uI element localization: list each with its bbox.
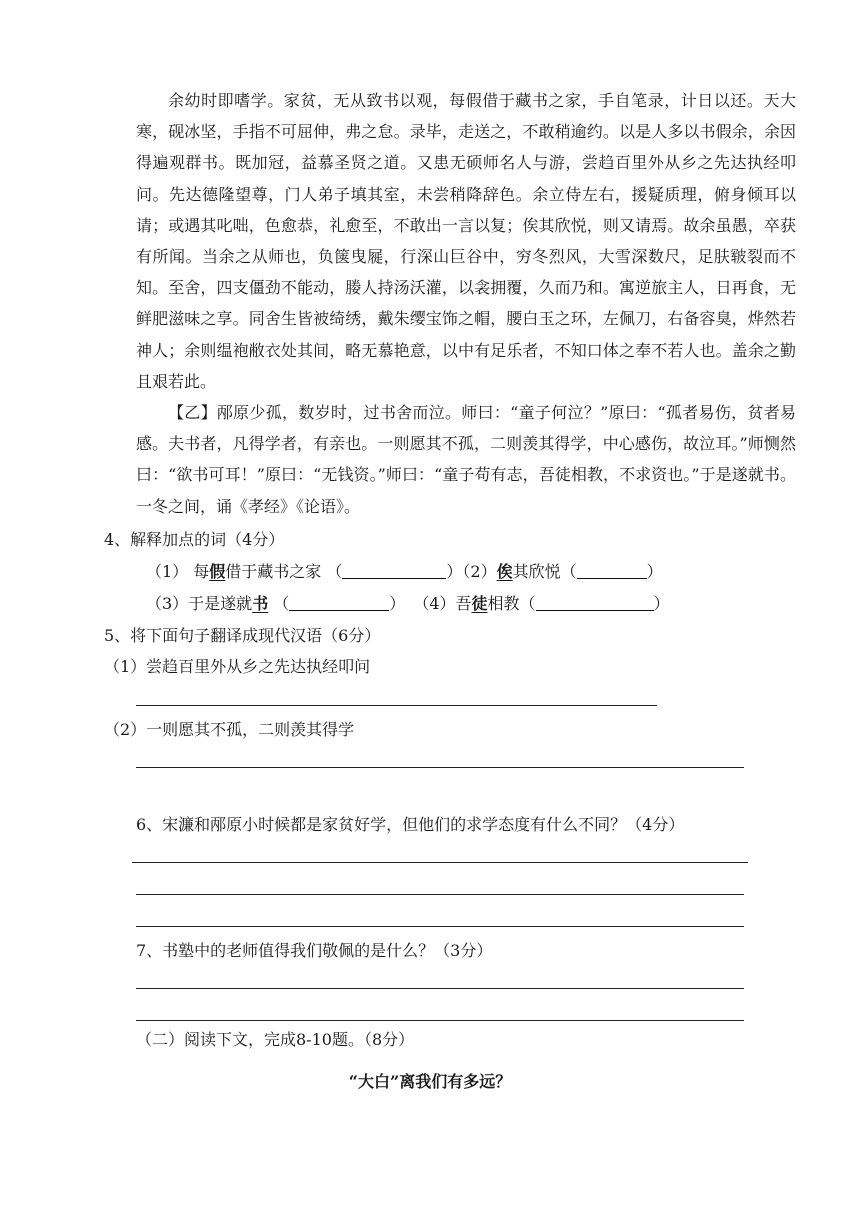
- q4-item-4-prefix: （4）吾: [421, 594, 472, 613]
- passage-yi: 【乙】邴原少孤，数岁时，过书舍而泣。师曰：“童子何泣？”原曰：“孤者易伤，贫者易感。夫书者，凡得学者，有亲也。一则愿其不孤，二则羡其得学，中心感伤，故泣耳。”师恻然曰：“欲书可耳！”原曰：“无钱资。”师曰：“童子苟有志，吾徒相教，不求资也。”于是遂就书。一冬之间，诵《孝经》《论语》。: [136, 403, 796, 516]
- q5-2-answer-line[interactable]: [136, 767, 744, 768]
- passage-jia: 余幼时即嗜学。家贫，无从致书以观，每假借于藏书之家，手自笔录，计日以还。天大寒，砚冰坚，手指不可屈伸，弗之怠。录毕，走送之，不敢稍逾约。以是人多以书假余，余因得遍观群书。既加冠，益慕圣贤之道。又患无硕师名人与游，尝趋百里外从乡之先达执经叩问。先达德隆望尊，门人弟子填其室，未尝稍降辞色。余立侍左右，援疑质理，俯身倾耳以请；或遇其叱咄，色愈恭，礼愈至，不敢出一言以复；俟其欣悦，则又请焉。故余虽愚，卒获有所闻。当余之从师也，负箧曳屣，行深山巨谷中，穷冬烈风，大雪深数尺，足肤皲裂而不知。至舍，四支僵劲不能动，媵人持汤沃灌，以衾拥覆，久而乃和。寓逆旅主人，日再食，无鲜肥滋味之享。同舍生皆被绮绣，戴朱缨宝饰之帽，腰白玉之环，左佩刀，右备容臭，烨然若神人；余则缊袍敝衣处其间，略无慕艳意，以中有足乐者，不知口体之奉不若人也。盖余之勤且艰若此。: [136, 91, 796, 391]
- question-4-stem: 4、解释加点的词（4分）: [104, 530, 285, 549]
- section-2-heading: （二）阅读下文，完成8-10题。（8分）: [136, 1030, 415, 1049]
- question-5-sentence-2: （2）一则愿其不孤，二则羡其得学: [104, 720, 355, 739]
- question-5-sentence-1: （1）尝趋百里外从乡之先达执经叩问: [104, 657, 371, 676]
- q4-item-2-dotted-word: 俟: [496, 562, 513, 581]
- q4-item-2-close: ）: [646, 562, 663, 581]
- q7-answer-line-2[interactable]: [136, 1020, 744, 1021]
- q4-item-2-answer-blank[interactable]: [577, 562, 647, 579]
- q4-item-3-close: ）: [389, 594, 406, 613]
- q4-item-4-dotted-word: 徒: [471, 594, 488, 613]
- q4-item-3-text: （: [268, 594, 290, 613]
- q6-answer-line-1[interactable]: [132, 862, 748, 863]
- question-6: 6、宋濂和邴原小时候都是家贫好学，但他们的求学态度有什么不同？（4分）: [136, 815, 685, 834]
- q4-item-4-answer-blank[interactable]: [536, 594, 654, 611]
- q4-item-1-text: 借于藏书之家 （: [225, 562, 343, 581]
- q4-item-3-prefix: （3）于是遂就: [146, 594, 253, 613]
- q4-item-1-close: ）: [446, 562, 463, 581]
- q4-item-3-answer-blank[interactable]: [289, 594, 389, 611]
- q4-item-4-text: 相教（: [487, 594, 536, 613]
- q4-item-1-dotted-word: 假: [209, 562, 226, 581]
- q4-item-1-prefix: （1） 每: [146, 562, 210, 581]
- question-5-stem: 5、将下面句子翻译成现代汉语（6分）: [104, 626, 381, 645]
- q4-item-4-close: ）: [653, 594, 670, 613]
- q4-item-2-prefix: （2）: [462, 562, 497, 581]
- q6-answer-line-3[interactable]: [136, 926, 744, 927]
- question-4-row-2: [146, 594, 670, 614]
- question-7: 7、书塾中的老师值得我们敬佩的是什么？（3分）: [136, 941, 493, 960]
- q4-item-2-text: 其欣悦（: [512, 562, 577, 581]
- q5-1-answer-line[interactable]: [136, 705, 657, 706]
- question-4-row-1: [146, 562, 663, 582]
- q4-item-1-answer-blank[interactable]: [342, 562, 446, 579]
- article-title: “大白”离我们有多远？: [348, 1072, 512, 1091]
- q4-item-3-dotted-word: 书: [252, 594, 269, 613]
- q6-answer-line-2[interactable]: [136, 894, 744, 895]
- q7-answer-line-1[interactable]: [136, 988, 744, 989]
